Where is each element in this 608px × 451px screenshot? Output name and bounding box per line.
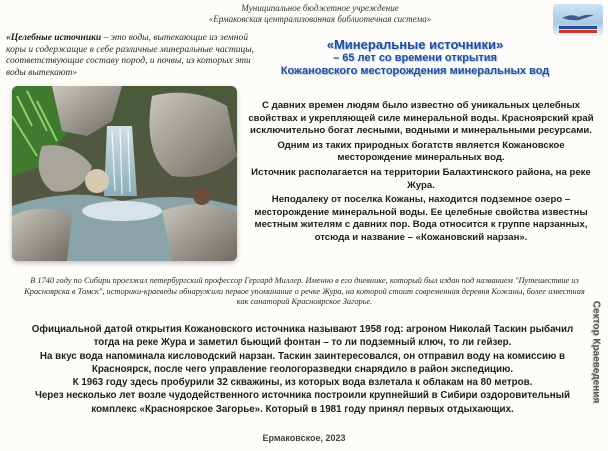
history-paragraph-1: Официальной датой открытия Кожановского источника называют 1958 год: агроном Николай Таскин рыбачил тогда на реке Жура и заметил бьющий фонтан – то ли подземный ключ, то ли гейзер. <box>31 324 574 349</box>
header-line-2: «Ермаковская централизованная библиотечная система» <box>208 14 432 24</box>
title-line-3: Кожановского месторождения минеральных вод <box>280 65 550 77</box>
intro-term: «Целебные источники <box>6 33 102 43</box>
main-paragraph-2: Одним из таких природных богатств является Кожановское месторождение минеральных вод. <box>277 139 565 164</box>
main-paragraph-3: Источник располагается на территории Балахтинского района, на реке Жура. <box>251 166 591 191</box>
main-paragraph-4: Неподалеку от поселка Кожаны, находится подземное озеро – месторождение минеральной воды. Ее целебные свойства известны местным жителям с давних пор. Вода относится к группе нарзанных, отсюда и название – «Кожановский нарзан». <box>254 194 588 243</box>
sector-label-text: Сектор Краеведения <box>590 300 602 404</box>
intro-definition <box>6 33 256 79</box>
main-paragraph-1: С давних времен людям было известно об уникальных целебных свойствах и укрепляющей силе минеральной воды. Красноярский край исключительно богат лесными, водными и минеральными ресурсами. <box>248 100 594 137</box>
history-paragraph-2: На вкус вода напоминала кисловодский нарзан. Таскин заинтересовался, он отправил воду на комиссию в Красноярск, после чего управление геологоразведки снарядило в район экспедицию. <box>39 350 566 375</box>
spring-photo <box>12 86 237 261</box>
history-text <box>20 323 585 416</box>
photo-caption: В 1740 году по Сибири проезжал петербургский профессор Гергард Миллер. Именно в его дневнике, который был издан под названием "Путешествие из Красноярска в Томск", историки-краеведы обнаружили первое упоминание о речке Жура, на которой стоит современная деревня Кожаны, более известная как санаторий Красноярское Загорье. <box>24 276 585 307</box>
title-line-1: «Минеральные источники» <box>326 37 504 52</box>
institution-header <box>150 3 490 25</box>
header-line-1: Муниципальное бюджетное учреждение <box>241 3 399 13</box>
title-block <box>265 37 565 78</box>
intro-text: – это воды, вытекающие из земной коры и содержащие в себе различные минеральные частицы, соответствующие составу пород, и почвы, из которых эти воды вытекают» <box>6 33 255 78</box>
title-line-2: – 65 лет со времени открытия <box>333 52 497 64</box>
main-text <box>246 100 596 247</box>
history-paragraph-4: Через несколько лет возле чудодейственного источника построили крупнейший в Сибири оздоровительный комплекс «Красноярское Загорье». Который в 1981 году принял первых отдыхающих. <box>34 390 571 415</box>
history-paragraph-3: К 1963 году здесь пробурили 32 скважины, из которых вода взлетала к облакам на 80 метров. <box>72 377 533 389</box>
vertical-sector-label <box>588 287 604 417</box>
library-logo-icon <box>553 4 603 36</box>
footer-place-year: Ермаковское, 2023 <box>262 433 346 443</box>
